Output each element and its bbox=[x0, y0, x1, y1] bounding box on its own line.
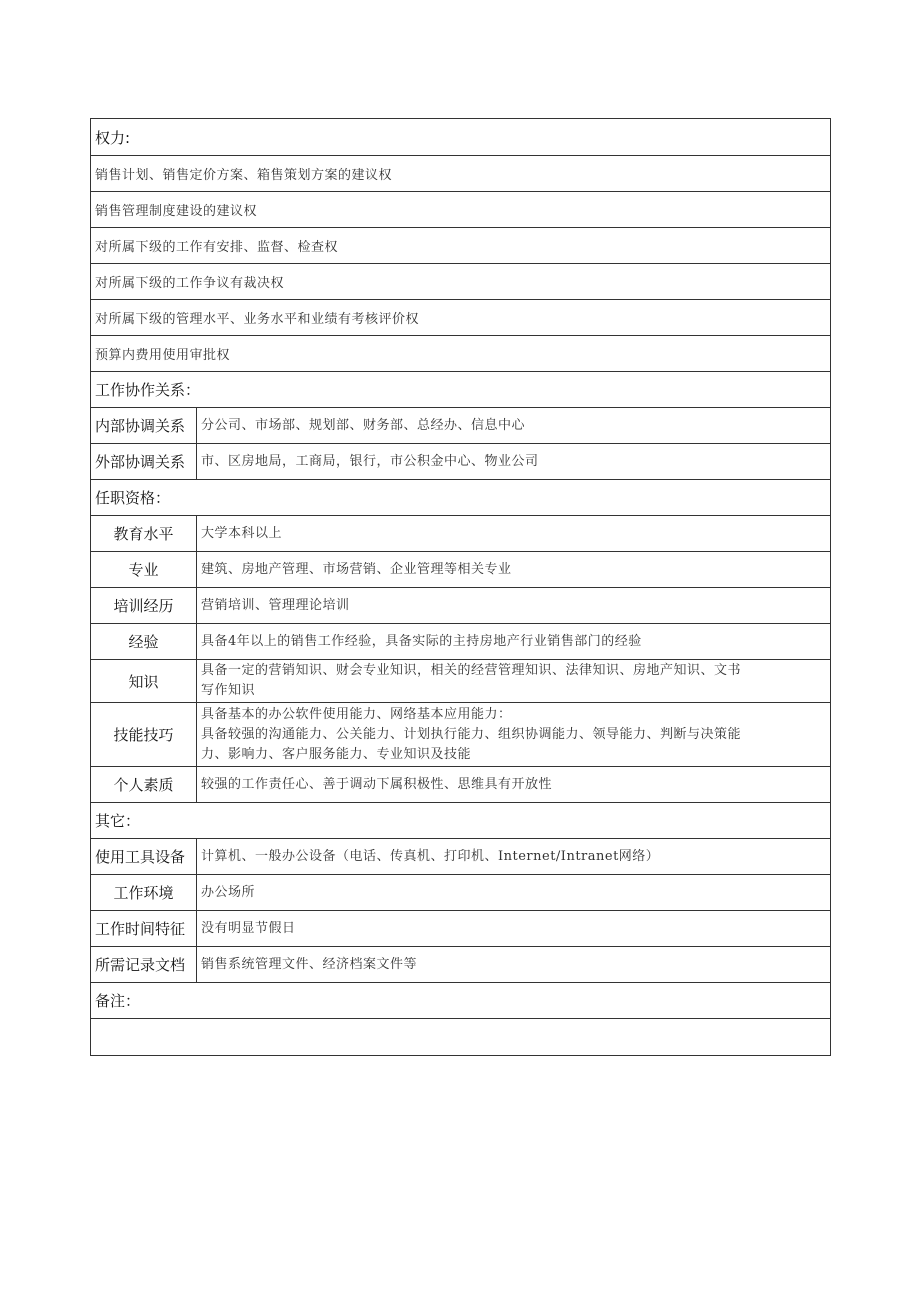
training-label: 培训经历 bbox=[91, 588, 197, 624]
internal-relation-label: 内部协调关系 bbox=[91, 408, 197, 444]
other-header: 其它： bbox=[91, 803, 831, 839]
environment-value: 办公场所 bbox=[197, 875, 831, 911]
personal-quality-line: 较强的工作责任心、善于调动下属积极性、思维具有开放性 bbox=[201, 776, 553, 792]
external-relation-value: 市、区房地局，工商局，银行，市公积金中心、物业公司 bbox=[197, 444, 831, 480]
knowledge-label: 知识 bbox=[91, 660, 197, 703]
experience-label: 经验 bbox=[91, 624, 197, 660]
records-label: 所需记录文档 bbox=[91, 947, 197, 983]
education-line: 大学本科以上 bbox=[201, 525, 283, 541]
knowledge-line-2: 写作知识 bbox=[201, 683, 256, 698]
qualification-header: 任职资格： bbox=[91, 480, 831, 516]
major-line: 建筑、房地产管理、市场营销、企业管理等相关专业 bbox=[201, 561, 512, 577]
experience-value bbox=[197, 624, 831, 660]
skills-line-2: 具备较强的沟通能力、公关能力、计划执行能力、组织协调能力、领导能力、判断与决策能 bbox=[201, 726, 742, 742]
skills-value bbox=[197, 703, 831, 767]
power-header: 权力: bbox=[91, 119, 831, 156]
power-item-1: 销售计划、销售定价方案、箱售策划方案的建议权 bbox=[91, 156, 831, 192]
power-item-2: 销售管理制度建设的建议权 bbox=[91, 192, 831, 228]
cooperation-header: 工作协作关系： bbox=[91, 372, 831, 408]
knowledge-line-1: 具备一定的营销知识、财会专业知识，相关的经营管理知识、法律知识、房地产知识、文书 bbox=[201, 663, 742, 678]
training-line: 营销培训、管理理论培训 bbox=[201, 597, 350, 613]
external-relation-label: 外部协调关系 bbox=[91, 444, 197, 480]
major-value bbox=[197, 552, 831, 588]
work-time-value: 没有明显节假日 bbox=[197, 911, 831, 947]
power-item-4: 对所属下级的工作争议有裁决权 bbox=[91, 264, 831, 300]
training-value bbox=[197, 588, 831, 624]
tools-value: 计算机、一般办公设备（电话、传真机、打印机、Internet/Intranet网络） bbox=[197, 839, 831, 875]
education-label: 教育水平 bbox=[91, 516, 197, 552]
personal-quality-value bbox=[197, 767, 831, 803]
knowledge-value bbox=[197, 660, 831, 703]
job-description-table bbox=[90, 118, 831, 1056]
experience-line: 具备4年以上的销售工作经验，具备实际的主持房地产行业销售部门的经验 bbox=[201, 633, 642, 649]
major-label: 专业 bbox=[91, 552, 197, 588]
power-item-3: 对所属下级的工作有安排、监督、检查权 bbox=[91, 228, 831, 264]
internal-relation-value: 分公司、市场部、规划部、财务部、总经办、信息中心 bbox=[197, 408, 831, 444]
remarks-header: 备注： bbox=[91, 983, 831, 1019]
work-time-label: 工作时间特征 bbox=[91, 911, 197, 947]
skills-line-1: 具备基本的办公软件使用能力、网络基本应用能力： bbox=[201, 706, 512, 722]
remarks-value bbox=[91, 1019, 831, 1056]
personal-quality-label: 个人素质 bbox=[91, 767, 197, 803]
skills-line-3: 力、影响力、客户服务能力、专业知识及技能 bbox=[201, 746, 472, 762]
power-item-5: 对所属下级的管理水平、业务水平和业绩有考核评价权 bbox=[91, 300, 831, 336]
environment-label: 工作环境 bbox=[91, 875, 197, 911]
power-item-6: 预算内费用使用审批权 bbox=[91, 336, 831, 372]
education-value bbox=[197, 516, 831, 552]
records-value: 销售系统管理文件、经济档案文件等 bbox=[197, 947, 831, 983]
tools-label: 使用工具设备 bbox=[91, 839, 197, 875]
skills-label: 技能技巧 bbox=[91, 703, 197, 767]
